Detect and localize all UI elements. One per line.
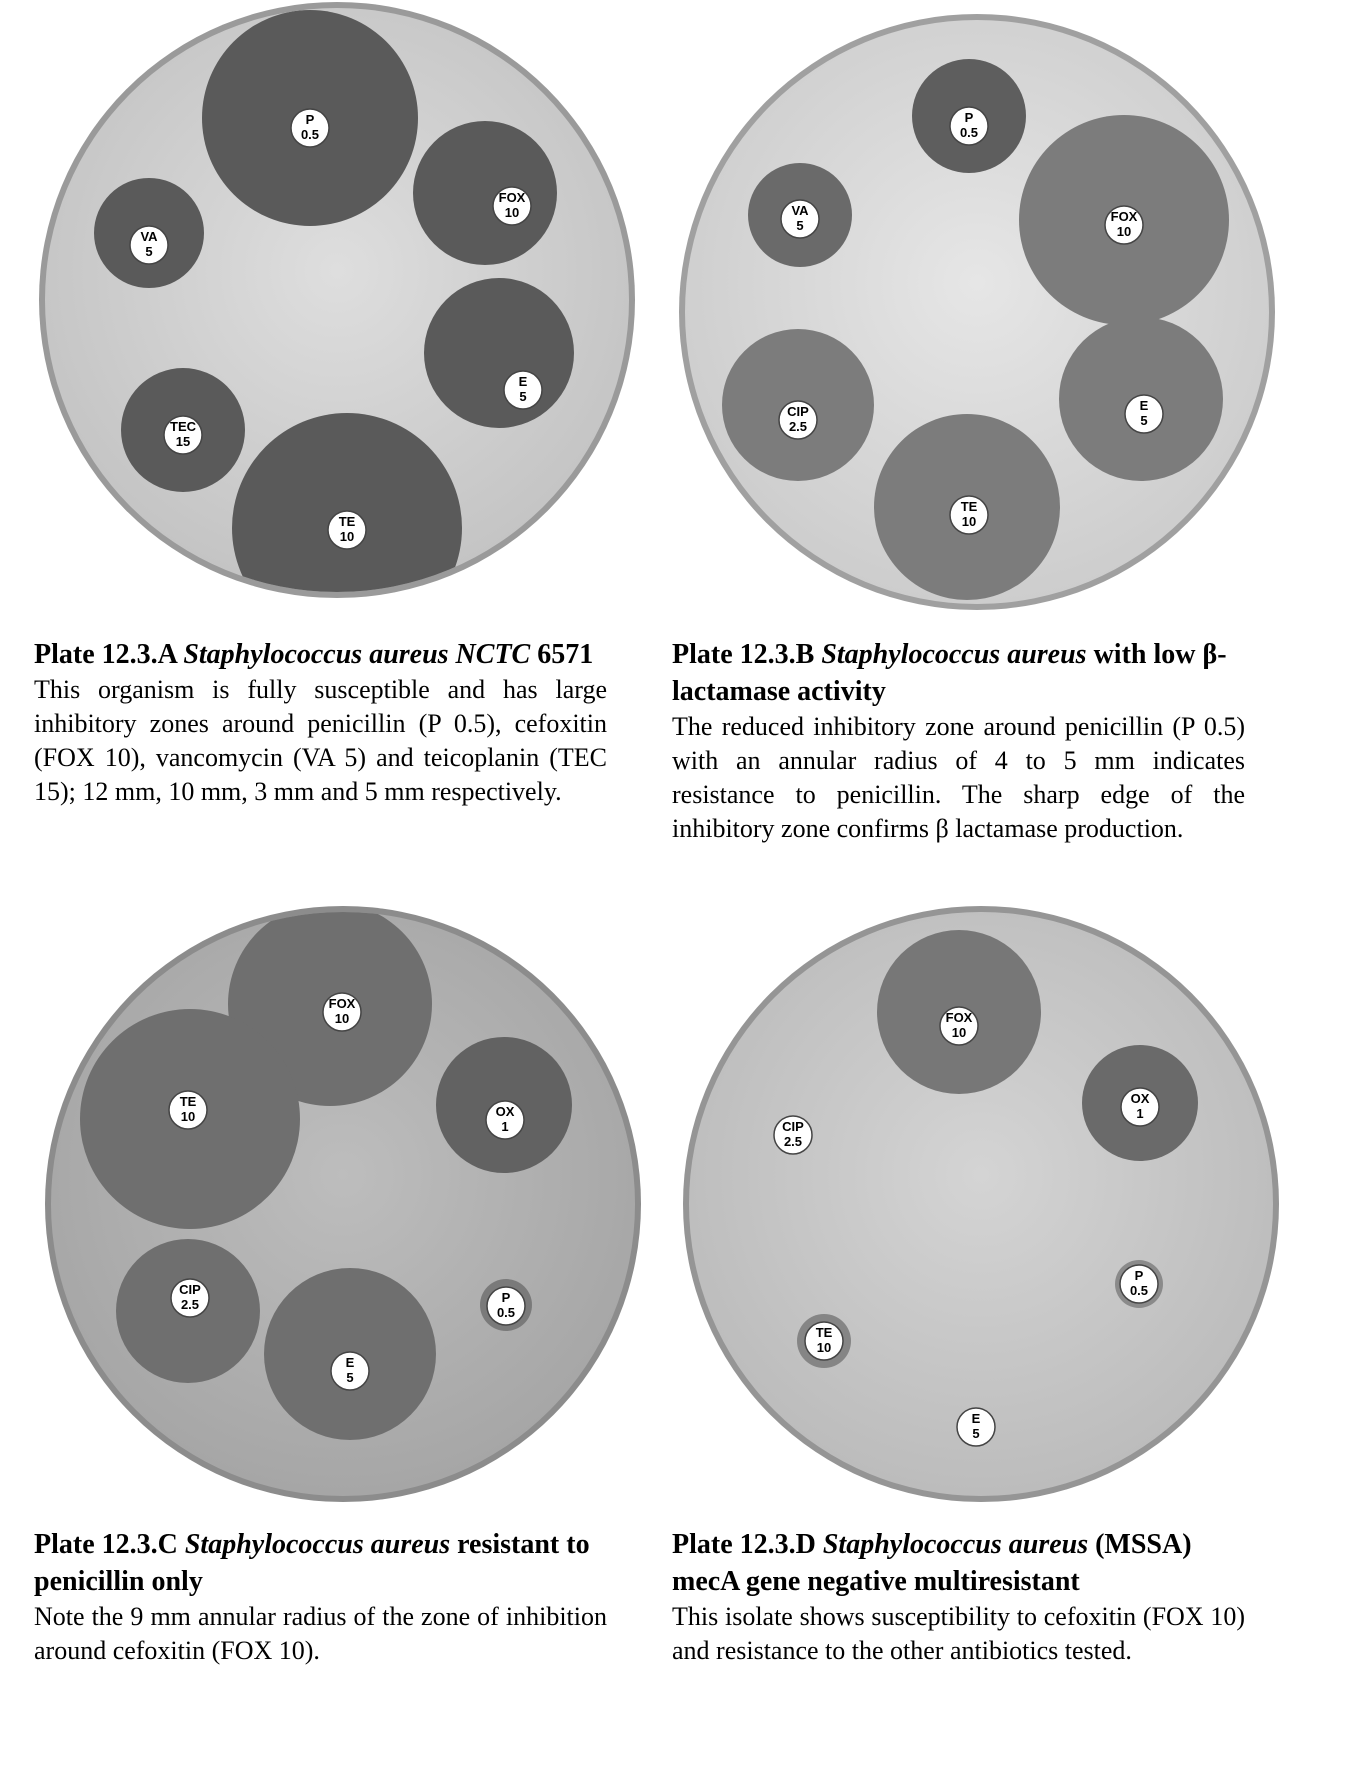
disc-oxacillin [486, 1101, 524, 1139]
svg-text:1: 1 [501, 1119, 509, 1134]
caption-title: Plate 12.3.B Staphylococcus aureus with low β-lactamase activity [672, 639, 1227, 707]
svg-text:10: 10 [816, 1340, 832, 1355]
disc-erythromycin [1125, 395, 1163, 433]
svg-text:5: 5 [145, 244, 153, 259]
disc-vancomycin [781, 200, 819, 238]
svg-text:10: 10 [504, 205, 520, 220]
disc-cefoxitin [940, 1007, 978, 1045]
svg-text:10: 10 [1116, 224, 1132, 239]
svg-text:E: E [1139, 398, 1149, 413]
svg-text:VA: VA [791, 203, 809, 218]
svg-text:5: 5 [1140, 413, 1148, 428]
disc-tetracycline [169, 1091, 207, 1129]
svg-text:0.5: 0.5 [1129, 1283, 1149, 1298]
plate-a-image [32, 0, 642, 605]
svg-text:OX: OX [1130, 1091, 1150, 1106]
svg-text:CIP: CIP [782, 1119, 804, 1134]
caption-body: The reduced inhibitory zone around penicillin (P 0.5) with an annular radius of 4 to 5 mm indicates resistance to penicillin. The sharp edge of the inhibitory zone confirms β lactamase production. [672, 712, 1245, 843]
inhibition-zone-erythromycin [424, 278, 574, 428]
disc-erythromycin [331, 1352, 369, 1390]
svg-text:5: 5 [796, 218, 804, 233]
caption-body: This organism is fully susceptible and has large inhibitory zones around penicillin (P 0.5), cefoxitin (FOX 10), vancomycin (VA 5) and teicoplanin (TEC 15); 12 mm, 10 mm, 3 mm and 5 mm respectively. [34, 675, 607, 806]
svg-text:E: E [971, 1411, 981, 1426]
disc-cefoxitin [323, 993, 361, 1031]
svg-text:E: E [518, 374, 528, 389]
caption-body: This isolate shows susceptibility to cefoxitin (FOX 10) and resistance to the other antibiotics tested. [672, 1602, 1245, 1665]
svg-text:TE: TE [338, 514, 356, 529]
disc-ciprofloxacin [779, 401, 817, 439]
svg-text:TE: TE [179, 1094, 197, 1109]
svg-text:FOX: FOX [945, 1010, 973, 1025]
plate-c-image [38, 904, 648, 1509]
caption-plate-b [672, 636, 1245, 846]
svg-text:VA: VA [140, 229, 158, 244]
caption-body: Note the 9 mm annular radius of the zone of inhibition around cefoxitin (FOX 10). [34, 1602, 607, 1665]
svg-text:CIP: CIP [787, 404, 809, 419]
svg-text:5: 5 [346, 1370, 354, 1385]
svg-text:FOX: FOX [498, 190, 526, 205]
caption-plate-d [672, 1526, 1245, 1668]
svg-text:10: 10 [180, 1109, 196, 1124]
svg-text:0.5: 0.5 [959, 125, 979, 140]
disc-ciprofloxacin [774, 1116, 812, 1154]
disc-oxacillin [1121, 1088, 1159, 1126]
svg-text:P: P [1134, 1268, 1144, 1283]
disc-tetracycline [328, 511, 366, 549]
disc-vancomycin [130, 226, 168, 264]
svg-text:10: 10 [339, 529, 355, 544]
svg-text:2.5: 2.5 [180, 1297, 200, 1312]
disc-penicillin [291, 109, 329, 147]
svg-text:OX: OX [495, 1104, 515, 1119]
inhibition-zone-cefoxitin [413, 121, 557, 265]
disc-cefoxitin [1105, 206, 1143, 244]
svg-text:TE: TE [960, 499, 978, 514]
caption-plate-c [34, 1526, 607, 1668]
svg-text:TEC: TEC [170, 419, 196, 434]
disc-erythromycin [957, 1408, 995, 1446]
svg-text:2.5: 2.5 [783, 1134, 803, 1149]
svg-text:10: 10 [951, 1025, 967, 1040]
svg-text:5: 5 [972, 1426, 980, 1441]
svg-text:P: P [501, 1290, 511, 1305]
disc-tetracycline [950, 496, 988, 534]
svg-text:0.5: 0.5 [496, 1305, 516, 1320]
svg-text:10: 10 [334, 1011, 350, 1026]
svg-text:FOX: FOX [328, 996, 356, 1011]
svg-text:1: 1 [1136, 1106, 1144, 1121]
disc-ciprofloxacin [171, 1279, 209, 1317]
svg-text:5: 5 [519, 389, 527, 404]
svg-text:FOX: FOX [1110, 209, 1138, 224]
disc-penicillin [950, 107, 988, 145]
caption-plate-a [34, 636, 607, 809]
plate-b-image [672, 12, 1282, 617]
disc-teicoplanin [164, 416, 202, 454]
svg-text:2.5: 2.5 [788, 419, 808, 434]
svg-text:E: E [345, 1355, 355, 1370]
svg-text:CIP: CIP [179, 1282, 201, 1297]
disc-tetracycline [805, 1322, 843, 1360]
disc-penicillin [487, 1287, 525, 1325]
caption-title: Plate 12.3.A Staphylococcus aureus NCTC 6571 [34, 639, 594, 670]
svg-text:P: P [305, 112, 315, 127]
plate-d-image [676, 904, 1286, 1509]
caption-title: Plate 12.3.D Staphylococcus aureus (MSSA) mecA gene negative multiresistant [672, 1529, 1192, 1597]
svg-text:15: 15 [175, 434, 191, 449]
caption-title: Plate 12.3.C Staphylococcus aureus resistant to penicillin only [34, 1529, 590, 1597]
svg-text:0.5: 0.5 [300, 127, 320, 142]
svg-text:TE: TE [815, 1325, 833, 1340]
disc-erythromycin [504, 371, 542, 409]
svg-text:10: 10 [961, 514, 977, 529]
disc-penicillin [1120, 1265, 1158, 1303]
disc-cefoxitin [493, 187, 531, 225]
svg-text:P: P [964, 110, 974, 125]
